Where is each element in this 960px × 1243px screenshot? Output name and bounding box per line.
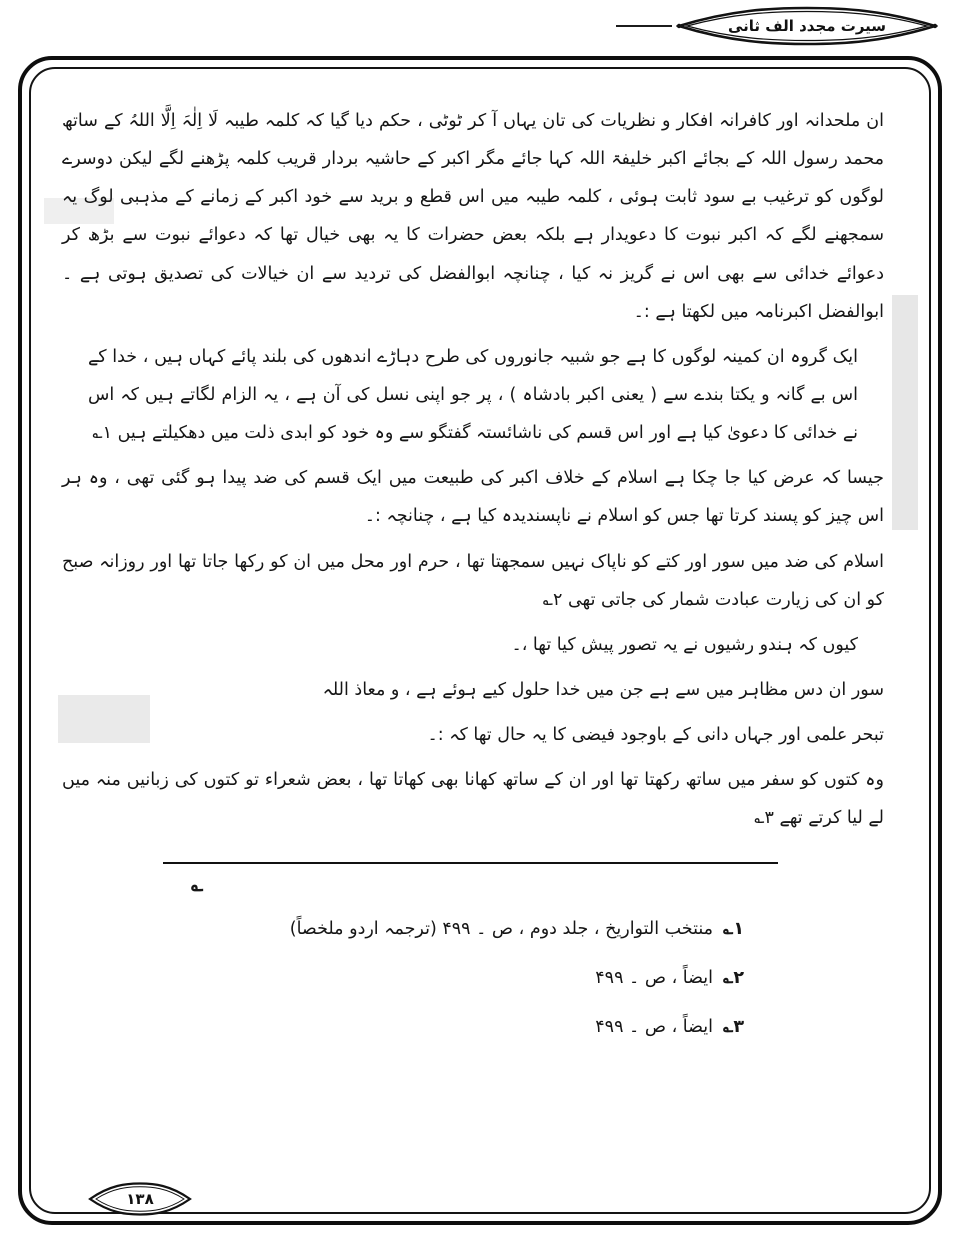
paragraph: تبحر علمی اور جہاں دانی کے باوجود فیضی کا یہ حال تھا کہ :۔ bbox=[427, 725, 884, 746]
page-number-badge bbox=[88, 1181, 192, 1217]
page-content bbox=[62, 102, 884, 1207]
footnote-item bbox=[62, 962, 744, 995]
footnote-text: ایضاً ، ص ۔ ۴۹۹ bbox=[595, 1017, 714, 1038]
footnote-text: ایضاً ، ص ۔ ۴۹۹ bbox=[595, 968, 714, 989]
quoted-passage: سور ان دس مظاہر میں سے ہے جن میں خدا حلول کیے ہوئے ہے ، و معاذ اللہ bbox=[322, 679, 884, 700]
quoted-passage: اسلام کی ضد میں سور اور کتے کو ناپاک نہیں سمجھتا تھا ، حرم اور محل میں ان کو رکھا جاتا تھا اور روزانہ صبح کو ان کی زیارت عبادت شمار کی جاتی تھی ۲؎ bbox=[62, 551, 884, 610]
footnote-item bbox=[62, 1011, 744, 1044]
paragraph: جیسا کہ عرض کیا جا چکا ہے اسلام کے خلاف اکبر کی طبیعت میں ایک قسم کی ضد پیدا ہو گئی تھی ، وہ ہر اس چیز کو پسند کرتا تھا جس کو اسلام نے ناپسندیدہ کیا ہے ، چنانچہ :۔ bbox=[62, 468, 884, 527]
footnote-lead-mark: ؎ bbox=[191, 871, 204, 896]
book-title: سیرت مجدد الف ثانی bbox=[727, 17, 887, 35]
quoted-passage: وہ کتوں کو سفر میں ساتھ رکھتا تھا اور ان کے ساتھ کھانا بھی کھاتا تھا ، بعض شعراء تو کتوں کی زبانیں منہ میں لے لیا کرتے تھے ۳؎ bbox=[62, 770, 884, 829]
header-rule-line bbox=[616, 25, 672, 27]
footnotes bbox=[62, 913, 744, 1045]
paragraph: کیوں کہ ہندو رشیوں نے یہ تصور پیش کیا تھا ،۔ bbox=[511, 634, 858, 655]
quoted-passage: ایک گروہ ان کمینہ لوگوں کا ہے جو شبیہ جانوروں کی طرح دہاڑے اندھوں کی بلند پائے کہاں ہیں ، خدا کے اس بے گانہ و یکتا بندے سے ( یعنی اکبر بادشاہ ) ، پر جو اپنی نسل کی آن ہے ، یہ الزام لگاتے ہیں کہ اس نے خدائی کا دعویٰ کیا ہے اور اس قسم کی ناشائستہ گفتگو سے وہ خود کو ابدی ذلت میں دھکیلتے ہیں ۱؎ bbox=[88, 346, 858, 444]
footnote-separator bbox=[163, 862, 778, 864]
footnote-marker: ۲؎ bbox=[723, 968, 744, 989]
footnote-item bbox=[62, 913, 744, 946]
paragraph: ان ملحدانہ اور کافرانہ افکار و نظریات کی تان یہاں آ کر ٹوٹی ، حکم دیا گیا کہ کلمہ طیبہ لَا اِلٰہَ اِلَّا اللہُ کے ساتھ محمد رسول اللہ کے بجائے اکبر خلیفۃ اللہ کہا جائے مگر اکبر کے حاشیہ بردار قریب کلمہ پڑھنے لگے لیکن دوسرے لوگوں کو ترغیب بے سود ثابت ہوئی ، کلمہ طیبہ میں اس قطع و برید سے خود اکبر کے زمانے کے مذہبی لوگ یہ سمجھنے لگے کہ اکبر نبوت کا دعویدار ہے بلکہ بعض حضرات کا یہ بھی خیال تھا کہ دعوائے نبوت سے بڑھ کر دعوائے خدائی سے بھی اس نے گریز نہ کیا ، چنانچہ ابوالفضل کی تردید سے ان خیالات کی تصدیق ہوتی ہے ۔ ابوالفضل اکبرنامہ میں لکھتا ہے :۔ bbox=[62, 111, 884, 322]
header-cartouche bbox=[676, 5, 938, 47]
footnote-text: منتخب التواریخ ، جلد دوم ، ص ۔ ۴۹۹ (ترجمہ اردو ملخصاً) bbox=[289, 918, 714, 939]
footnote-marker: ۳؎ bbox=[723, 1017, 744, 1038]
footnote-marker: ۱؎ bbox=[723, 918, 744, 939]
page-number: ۱۳۸ bbox=[126, 1190, 154, 1208]
